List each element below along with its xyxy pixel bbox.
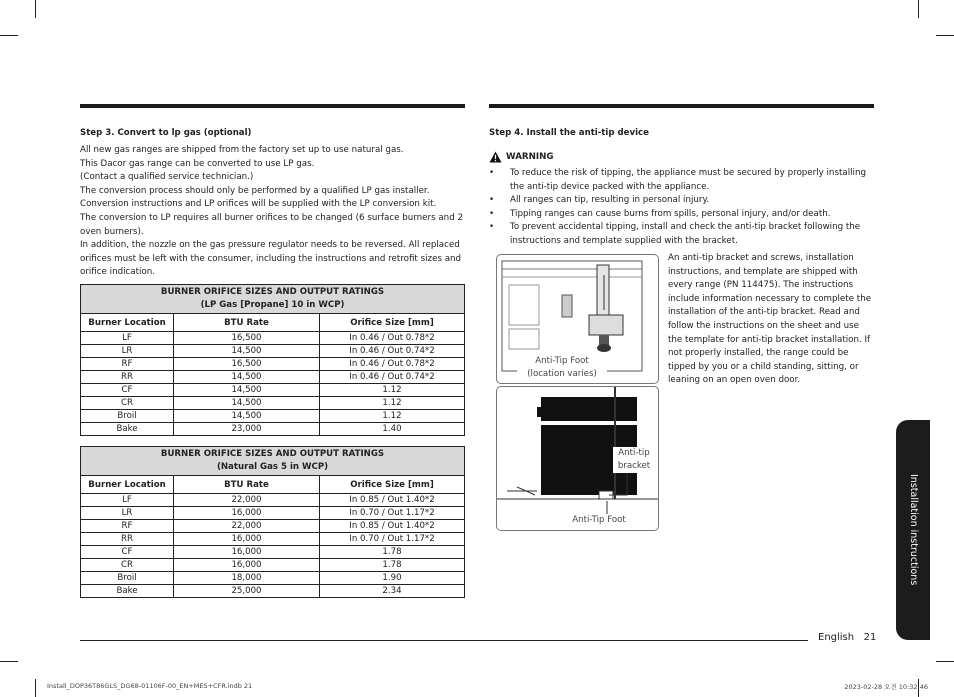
foot-callout: Anti-Tip Foot <box>561 514 637 527</box>
table-cell: 1.12 <box>320 397 465 410</box>
caption-line: bracket <box>617 461 651 471</box>
table-cell: 16,000 <box>174 546 320 559</box>
table-cell: 1.78 <box>320 546 465 559</box>
table-cell: 16,500 <box>174 332 320 345</box>
crop-mark <box>0 661 18 662</box>
table-cell: Broil <box>81 572 174 585</box>
table-row <box>81 345 465 358</box>
lp-gas-ratings-table <box>80 284 465 436</box>
step3-heading: Step 3. Convert to lp gas (optional) <box>80 128 252 138</box>
table-row <box>81 423 465 436</box>
table-subtitle: (LP Gas [Propane] 10 in WCP) <box>200 300 345 310</box>
step3-paragraph: The conversion to LP requires all burner orifices to be changed (6 surface burners and 2 oven burners). <box>80 212 463 237</box>
figure-caption <box>517 355 607 381</box>
table-cell: 1.12 <box>320 384 465 397</box>
table-cell: 22,000 <box>174 520 320 533</box>
table-cell: LF <box>81 494 174 507</box>
list-item: • Tipping ranges can cause burns from spills, personal injury, and/or death. <box>489 208 874 222</box>
table-row <box>81 572 465 585</box>
table-cell: RF <box>81 520 174 533</box>
table-cell: In 0.70 / Out 1.17*2 <box>320 533 465 546</box>
step3-paragraph: This Dacor gas range can be converted to use LP gas. <box>80 158 315 169</box>
page-number: 21 <box>863 632 877 643</box>
table-row <box>81 559 465 572</box>
column-header: Orifice Size [mm] <box>320 314 465 332</box>
table-row <box>81 397 465 410</box>
table-caption <box>81 285 465 314</box>
footer-language: English <box>818 632 855 643</box>
column-header: BTU Rate <box>174 476 320 494</box>
anti-tip-foot-figure <box>496 254 659 384</box>
column-header: Burner Location <box>81 314 174 332</box>
section-rule-right <box>489 104 874 108</box>
natural-gas-ratings-table <box>80 446 465 598</box>
section-rule-left <box>80 104 465 108</box>
table-cell: 16,500 <box>174 358 320 371</box>
crop-mark <box>918 0 919 18</box>
table-cell: CF <box>81 546 174 559</box>
table-cell: 16,000 <box>174 559 320 572</box>
table-cell: 18,000 <box>174 572 320 585</box>
column-header: Orifice Size [mm] <box>320 476 465 494</box>
table-cell: 14,500 <box>174 384 320 397</box>
table-cell: 25,000 <box>174 585 320 598</box>
step3-paragraph: (Contact a qualified service technician.) <box>80 172 254 183</box>
column-header: BTU Rate <box>174 314 320 332</box>
footer-rule <box>80 640 808 641</box>
table-cell: LR <box>81 345 174 358</box>
chapter-tab <box>896 420 930 640</box>
step4-heading: Step 4. Install the anti-tip device <box>489 128 649 138</box>
table-row <box>81 332 465 345</box>
table-cell: In 0.70 / Out 1.17*2 <box>320 507 465 520</box>
table-cell: RR <box>81 533 174 546</box>
table-row <box>81 384 465 397</box>
table-cell: Bake <box>81 423 174 436</box>
bracket-callout <box>613 447 655 473</box>
list-item: • To reduce the risk of tipping, the appliance must be secured by properly installing the anti-tip device packed with the appliance. <box>489 167 874 194</box>
list-item: • To prevent accidental tipping, install and check the anti-tip bracket following the instructions and template supplied with the bracket. <box>489 221 874 248</box>
table-cell: 1.40 <box>320 423 465 436</box>
table-cell: LF <box>81 332 174 345</box>
warning-label: WARNING <box>506 152 554 162</box>
step3-paragraph: All new gas ranges are shipped from the factory set up to use natural gas. <box>80 145 404 155</box>
table-cell: 2.34 <box>320 585 465 598</box>
table-cell: In 0.85 / Out 1.40*2 <box>320 520 465 533</box>
caption-line: Anti-Tip Foot <box>535 356 589 366</box>
table-cell: 14,500 <box>174 345 320 358</box>
step3-paragraph: Conversion instructions and LP orifices will be supplied with the LP conversion kit. <box>80 199 437 210</box>
table-row <box>81 520 465 533</box>
table-row <box>81 533 465 546</box>
crop-mark <box>35 679 36 697</box>
table-row <box>81 494 465 507</box>
list-item: • All ranges can tip, resulting in personal injury. <box>489 194 874 208</box>
page-footer <box>818 632 876 643</box>
anti-tip-description: An anti-tip bracket and screws, installation instructions, and template are shipped with every range (PN 114475). The instructions include information necessary to complete the installation of the anti-tip bracket. Read and follow the instructions on the sheet and use the template for anti-tip bracket installation. If not properly installed, the range could be tipped by you or a child standing, sitting, or leaning on an open oven door. <box>668 253 872 386</box>
table-cell: 22,000 <box>174 494 320 507</box>
table-cell: 16,000 <box>174 533 320 546</box>
caption-line: Anti-tip <box>618 448 650 458</box>
table-row <box>81 358 465 371</box>
step3-paragraph: In addition, the nozzle on the gas pressure regulator needs to be reversed. All replaced orifices must be left with the consumer, including the instructions and retrofit sizes and orifice indication. <box>80 240 462 278</box>
step3-paragraph: The conversion process should only be performed by a qualified LP gas installer. <box>80 185 430 196</box>
table-caption <box>81 447 465 476</box>
table-title: BURNER ORIFICE SIZES AND OUTPUT RATINGS <box>160 287 385 297</box>
table-cell: 23,000 <box>174 423 320 436</box>
table-title: BURNER ORIFICE SIZES AND OUTPUT RATINGS <box>160 449 385 459</box>
table-cell: In 0.46 / Out 0.74*2 <box>320 371 465 384</box>
print-slug-file: Install_DOP36T86GLS_DG68-01106F-00_EN+MES+CFR.indb 21 <box>47 682 253 690</box>
table-cell: 14,500 <box>174 410 320 423</box>
crop-mark <box>0 35 18 36</box>
table-row <box>81 585 465 598</box>
table-cell: 1.78 <box>320 559 465 572</box>
table-cell: 14,500 <box>174 371 320 384</box>
warning-icon <box>489 151 502 163</box>
table-subtitle: (Natural Gas 5 in WCP) <box>216 462 329 472</box>
step3-body <box>80 144 465 280</box>
table-row <box>81 371 465 384</box>
table-cell: RR <box>81 371 174 384</box>
table-cell: CF <box>81 384 174 397</box>
table-cell: 14,500 <box>174 397 320 410</box>
table-cell: In 0.46 / Out 0.78*2 <box>320 332 465 345</box>
crop-mark <box>936 35 954 36</box>
table-cell: 1.12 <box>320 410 465 423</box>
table-row <box>81 410 465 423</box>
table-row <box>81 507 465 520</box>
crop-mark <box>35 0 36 18</box>
table-cell: CR <box>81 559 174 572</box>
table-cell: Bake <box>81 585 174 598</box>
chapter-tab-label: Installation instructions <box>908 474 919 586</box>
print-slug-timestamp: 2023-02-28 오전 10:32:46 <box>844 683 928 691</box>
table-cell: CR <box>81 397 174 410</box>
crop-mark <box>936 661 954 662</box>
table-cell: 1.90 <box>320 572 465 585</box>
table-cell: 16,000 <box>174 507 320 520</box>
table-cell: LR <box>81 507 174 520</box>
table-row <box>81 546 465 559</box>
caption-line: (location varies) <box>527 369 597 379</box>
anti-tip-bracket-figure <box>496 386 659 531</box>
table-cell: RF <box>81 358 174 371</box>
warning-callout <box>489 151 554 163</box>
table-cell: In 0.85 / Out 1.40*2 <box>320 494 465 507</box>
column-header: Burner Location <box>81 476 174 494</box>
table-cell: In 0.46 / Out 0.78*2 <box>320 358 465 371</box>
warning-list <box>489 167 874 249</box>
table-cell: Broil <box>81 410 174 423</box>
table-cell: In 0.46 / Out 0.74*2 <box>320 345 465 358</box>
